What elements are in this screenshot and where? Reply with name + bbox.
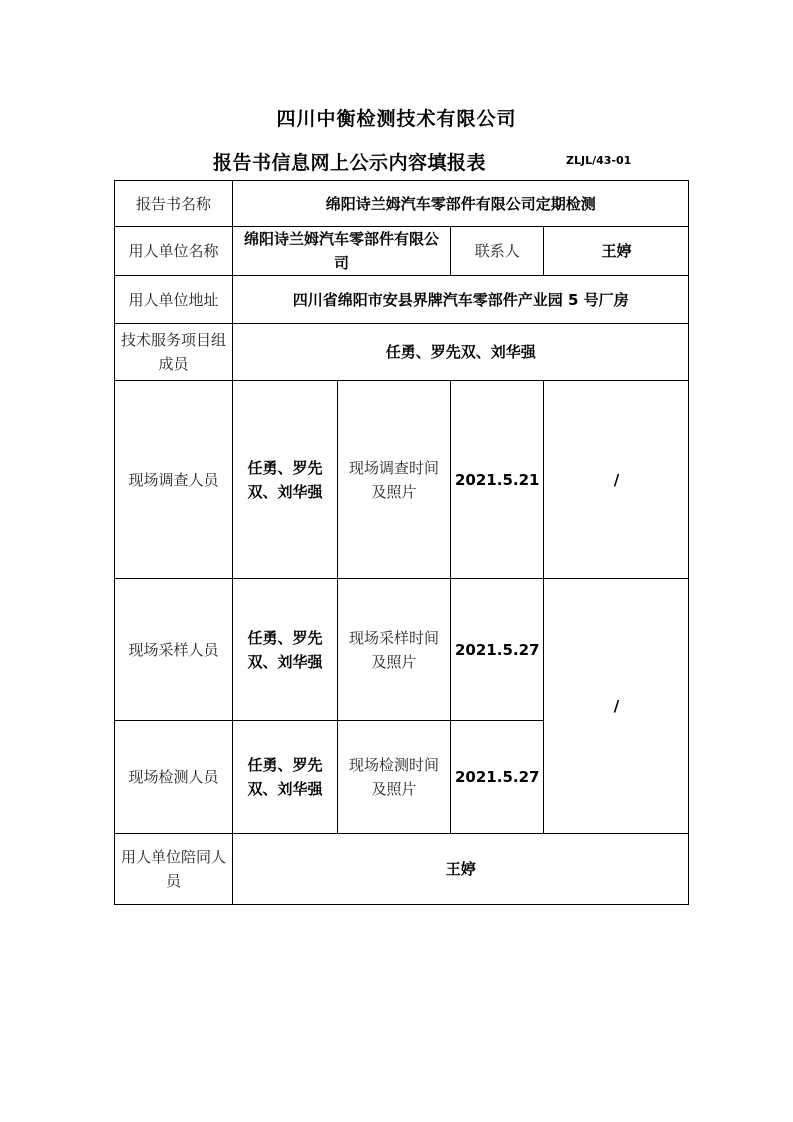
- employer-name-value: 绵阳诗兰姆汽车零部件有限公司: [233, 227, 451, 276]
- form-code: ZLJL/43-01: [566, 154, 632, 167]
- employer-name-label: 用人单位名称: [115, 227, 233, 276]
- form-title: 报告书信息网上公示内容填报表: [213, 152, 487, 174]
- testing-label: 现场检测人员: [115, 721, 233, 834]
- report-info-table: [114, 180, 689, 905]
- team-value: 任勇、罗先双、刘华强: [233, 324, 689, 381]
- row-accompany: [115, 834, 689, 905]
- row-address: [115, 276, 689, 324]
- survey-label: 现场调查人员: [115, 381, 233, 579]
- sampling-time-label: 现场采样时间及照片: [338, 579, 451, 721]
- sampling-label: 现场采样人员: [115, 579, 233, 721]
- row-employer: [115, 227, 689, 276]
- sampling-date: 2021.5.27: [451, 579, 544, 721]
- team-label: 技术服务项目组成员: [115, 324, 233, 381]
- row-sampling: [115, 579, 689, 721]
- testing-date: 2021.5.27: [451, 721, 544, 834]
- survey-date: 2021.5.21: [451, 381, 544, 579]
- accompany-label: 用人单位陪同人员: [115, 834, 233, 905]
- address-value: 四川省绵阳市安县界牌汽车零部件产业园 5 号厂房: [233, 276, 689, 324]
- survey-people: 任勇、罗先双、刘华强: [233, 381, 338, 579]
- row-report-name: [115, 181, 689, 227]
- report-name-value: 绵阳诗兰姆汽车零部件有限公司定期检测: [233, 181, 689, 227]
- survey-photo: /: [544, 381, 689, 579]
- accompany-value: 王婷: [233, 834, 689, 905]
- contact-label: 联系人: [451, 227, 544, 276]
- sampling-testing-photo: /: [544, 579, 689, 834]
- survey-time-label: 现场调查时间及照片: [338, 381, 451, 579]
- sampling-people: 任勇、罗先双、刘华强: [233, 579, 338, 721]
- report-name-label: 报告书名称: [115, 181, 233, 227]
- contact-value: 王婷: [544, 227, 689, 276]
- testing-time-label: 现场检测时间及照片: [338, 721, 451, 834]
- testing-people: 任勇、罗先双、刘华强: [233, 721, 338, 834]
- row-survey: [115, 381, 689, 579]
- address-label: 用人单位地址: [115, 276, 233, 324]
- row-team: [115, 324, 689, 381]
- company-name: 四川中衡检测技术有限公司: [276, 108, 517, 130]
